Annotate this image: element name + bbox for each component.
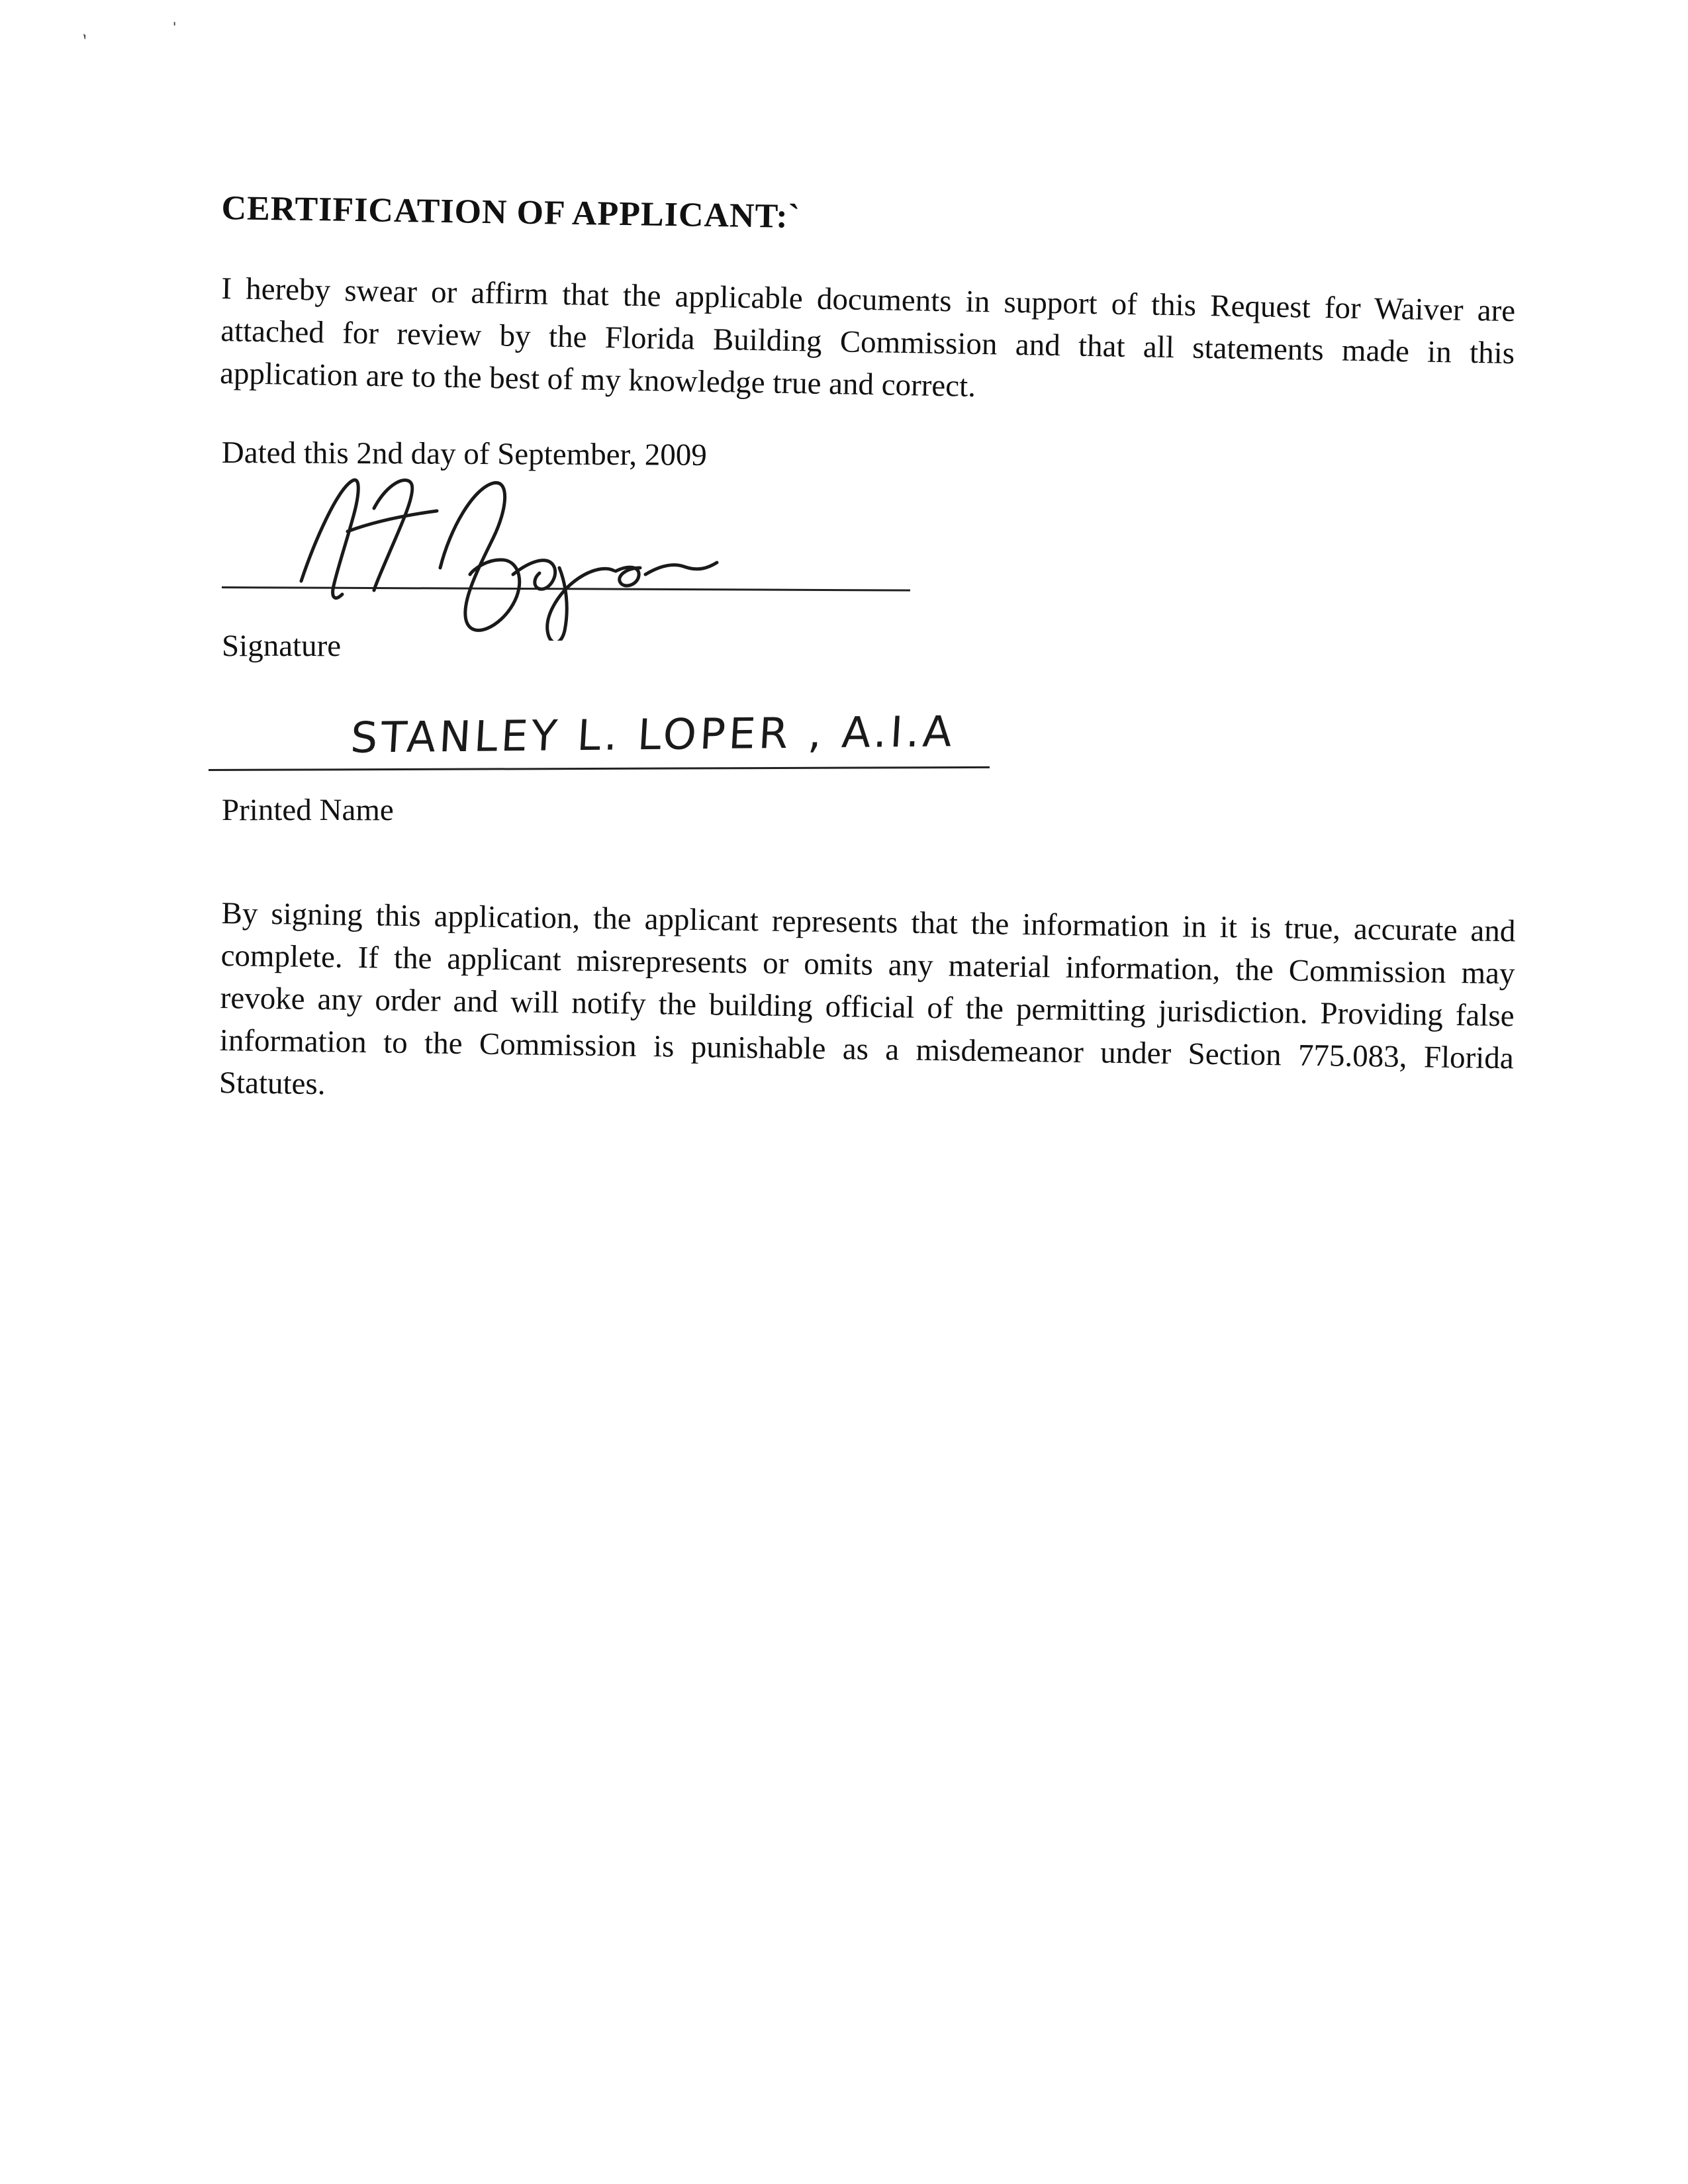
handwritten-signature-ink: [275, 469, 870, 641]
scan-artifact-mark: ˈ: [171, 19, 179, 43]
signature-block: [222, 475, 1516, 627]
printed-name-block: [222, 692, 1516, 792]
printed-name-label: Printed Name: [222, 793, 394, 827]
legal-paragraph: By signing this application, the applicant represents that the information in it is true, accurate and complete. If the applicant misrepresents or omits any material information, the Commission may revoke any order and will notify the building official of the permitting jurisdiction. Providing false information to the Commission is punishable as a misdemeanor under Section 775.083, Florida Statutes.: [218, 895, 1516, 1102]
scan-artifact-mark: ˋ: [69, 30, 91, 54]
printed-name-line: [209, 766, 990, 771]
certification-paragraph: I hereby swear or affirm that the applicable documents in support of this Request for Waiver are attached for review by the Florida Building Commission and that all statements made in this application are to the best of my knowledge true and correct.: [219, 271, 1516, 404]
signature-label: Signature: [222, 629, 342, 663]
document-title: CERTIFICATION OF APPLICANT:`: [221, 189, 801, 236]
document-content: [218, 189, 1516, 1104]
handwritten-printed-name: STANLEY L. LOPER , A.I.A: [349, 707, 957, 763]
dated-line: Dated this 2nd day of September, 2009: [221, 435, 707, 473]
